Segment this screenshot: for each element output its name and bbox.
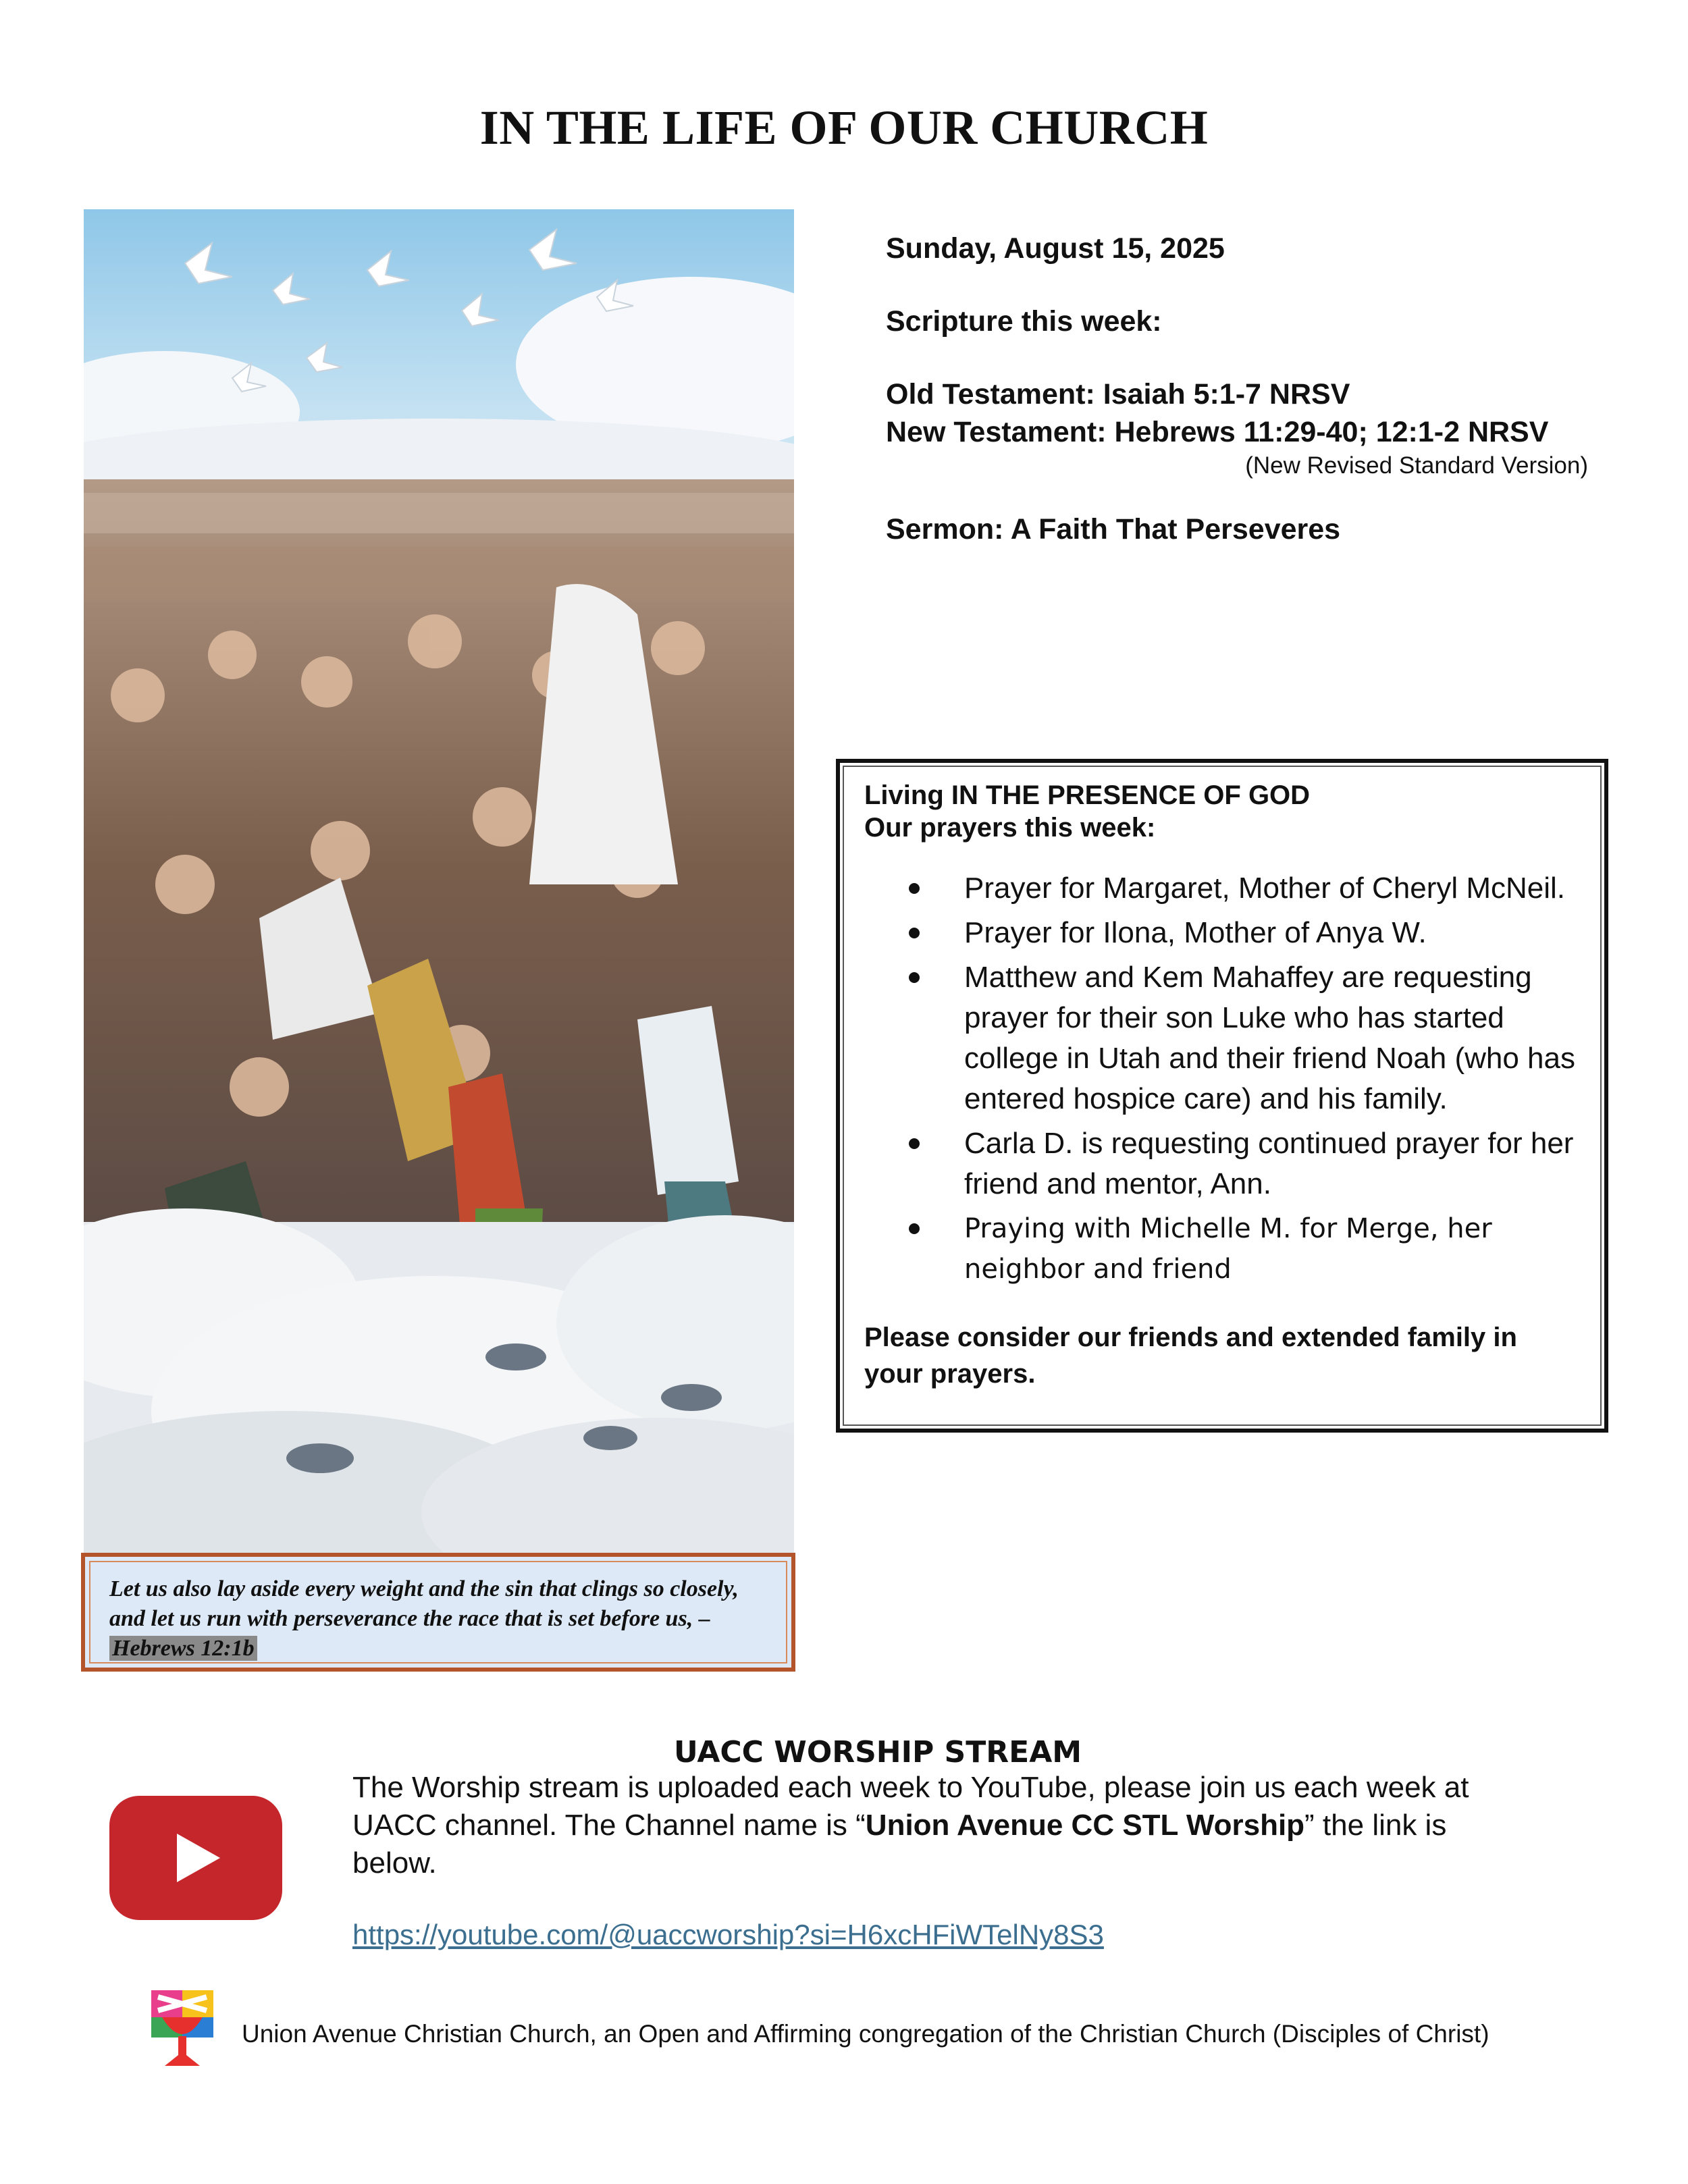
illustration-svg [84, 209, 794, 1558]
list-item: Carla D. is requesting continued prayer for her friend and mentor, Ann. [864, 1123, 1580, 1204]
scripture-caption [81, 1553, 795, 1672]
list-item: Matthew and Kem Mahaffey are requesting prayer for their son Luke who has started college in Utah and their friend Noah (who has entered hospice care) and his family. [864, 957, 1580, 1119]
channel-name: Union Avenue CC STL Worship [865, 1809, 1305, 1842]
scripture-heading: Scripture this week: [886, 305, 1162, 338]
list-item: Prayer for Margaret, Mother of Cheryl McNeil. [864, 868, 1580, 909]
youtube-icon[interactable] [109, 1796, 282, 1920]
old-testament-reading: Old Testament: Isaiah 5:1-7 NRSV [886, 378, 1350, 410]
prayer-subheading: Our prayers this week: [864, 813, 1156, 843]
new-testament-reading: New Testament: Hebrews 11:29-40; 12:1-2 NRSV [886, 416, 1549, 448]
service-date: Sunday, August 15, 2025 [886, 232, 1225, 265]
page-title: IN THE LIFE OF OUR CHURCH [479, 101, 1209, 155]
youtube-link[interactable]: https://youtube.com/@uaccworship?si=H6xcHFiWTelNy8S3 [352, 1919, 1104, 1950]
stream-description: The Worship stream is uploaded each week to YouTube, please join us each week at UACC channel. The Channel name is “Union Avenue CC STL Worship” the link is below. [352, 1771, 1469, 1880]
prayer-list [864, 868, 1580, 1289]
list-item: Prayer for Ilona, Mother of Anya W. [864, 913, 1580, 953]
illustration-runners-in-clouds [84, 209, 794, 1558]
sermon-title: Sermon: A Faith That Perseveres [886, 513, 1341, 545]
prayer-footer: Please consider our friends and extended family in your prayers. [864, 1323, 1517, 1389]
caption-text: Let us also lay aside every weight and the sin that clings so closely, and let us run with perseverance the race that is set before us, – [109, 1576, 739, 1631]
prayer-heading: Living IN THE PRESENCE OF GOD [864, 780, 1311, 810]
footer-text: Union Avenue Christian Church, an Open and Affirming congregation of the Christian Church (Disciples of Christ) [242, 2020, 1489, 2048]
stream-title: UACC WORSHIP STREAM [673, 1735, 1082, 1769]
list-item: Praying with Michelle M. for Merge, her neighbor and friend [864, 1208, 1580, 1289]
service-info [886, 230, 1642, 548]
disciples-chalice-logo-icon [151, 1990, 213, 2066]
version-note: (New Revised Standard Version) [1245, 452, 1588, 479]
prayer-box [836, 759, 1608, 1433]
caption-reference: Hebrews 12:1b [109, 1636, 257, 1661]
